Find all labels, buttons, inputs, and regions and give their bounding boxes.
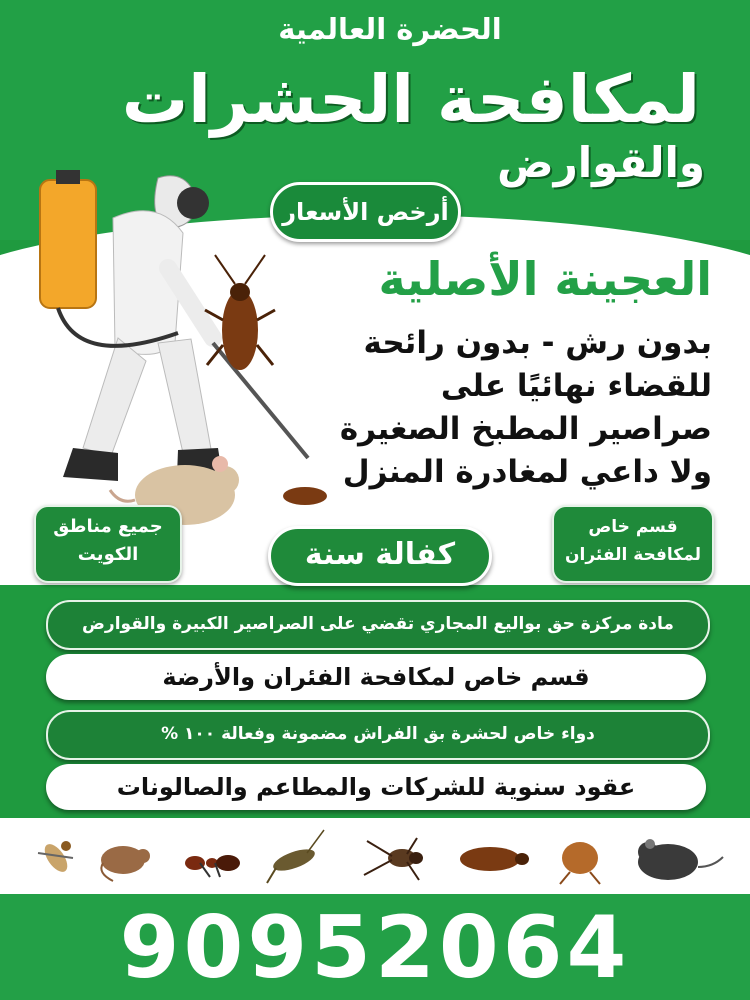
coverage-line: جميع مناطق (53, 516, 163, 537)
product-feature-line: بدون رش - بدون رائحة (363, 325, 712, 361)
cockroach-icon (452, 840, 532, 878)
spider-icon (362, 836, 442, 881)
price-badge: أرخص الأسعار (270, 182, 461, 242)
product-feature-line: صراصير المطبخ الصغيرة (339, 411, 712, 447)
cockroach-icon (205, 270, 275, 380)
product-title: العجينة الأصلية (378, 252, 712, 306)
rat-icon (95, 838, 160, 883)
rat-icon (628, 832, 723, 887)
flea-icon (550, 834, 610, 884)
subheadline: والقوارض (497, 138, 705, 187)
product-feature-line: ولا داعي لمغادرة المنزل (342, 454, 712, 490)
phone-number[interactable]: 90952064 (119, 898, 631, 998)
guarantee-badge: كفالة سنة (268, 526, 492, 586)
rodent-section-line: قسم خاص (588, 517, 678, 537)
rodent-section-badge (552, 505, 714, 583)
rodent-section-line: لمكافحة الفئران (565, 545, 701, 565)
coverage-badge (34, 505, 182, 583)
ant-icon (180, 845, 250, 880)
service-item: مادة مركزة حق بواليع المجاري تقضي على الصراصير الكبيرة والقوارض (46, 600, 710, 650)
service-item: قسم خاص لمكافحة الفئران والأرضة (46, 654, 706, 700)
cricket-icon (262, 828, 327, 883)
company-name: الحضرة العالمية (278, 12, 502, 46)
service-item: دواء خاص لحشرة بق الفراش مضمونة وفعالة ١٠٠ % (46, 710, 710, 760)
product-feature-line: للقضاء نهائيًا على (440, 368, 712, 404)
service-item: عقود سنوية للشركات والمطاعم والصالونات (46, 764, 706, 810)
headline: لمكافحة الحشرات (121, 61, 700, 138)
termite-icon (28, 828, 83, 883)
coverage-line: الكويت (77, 544, 139, 565)
